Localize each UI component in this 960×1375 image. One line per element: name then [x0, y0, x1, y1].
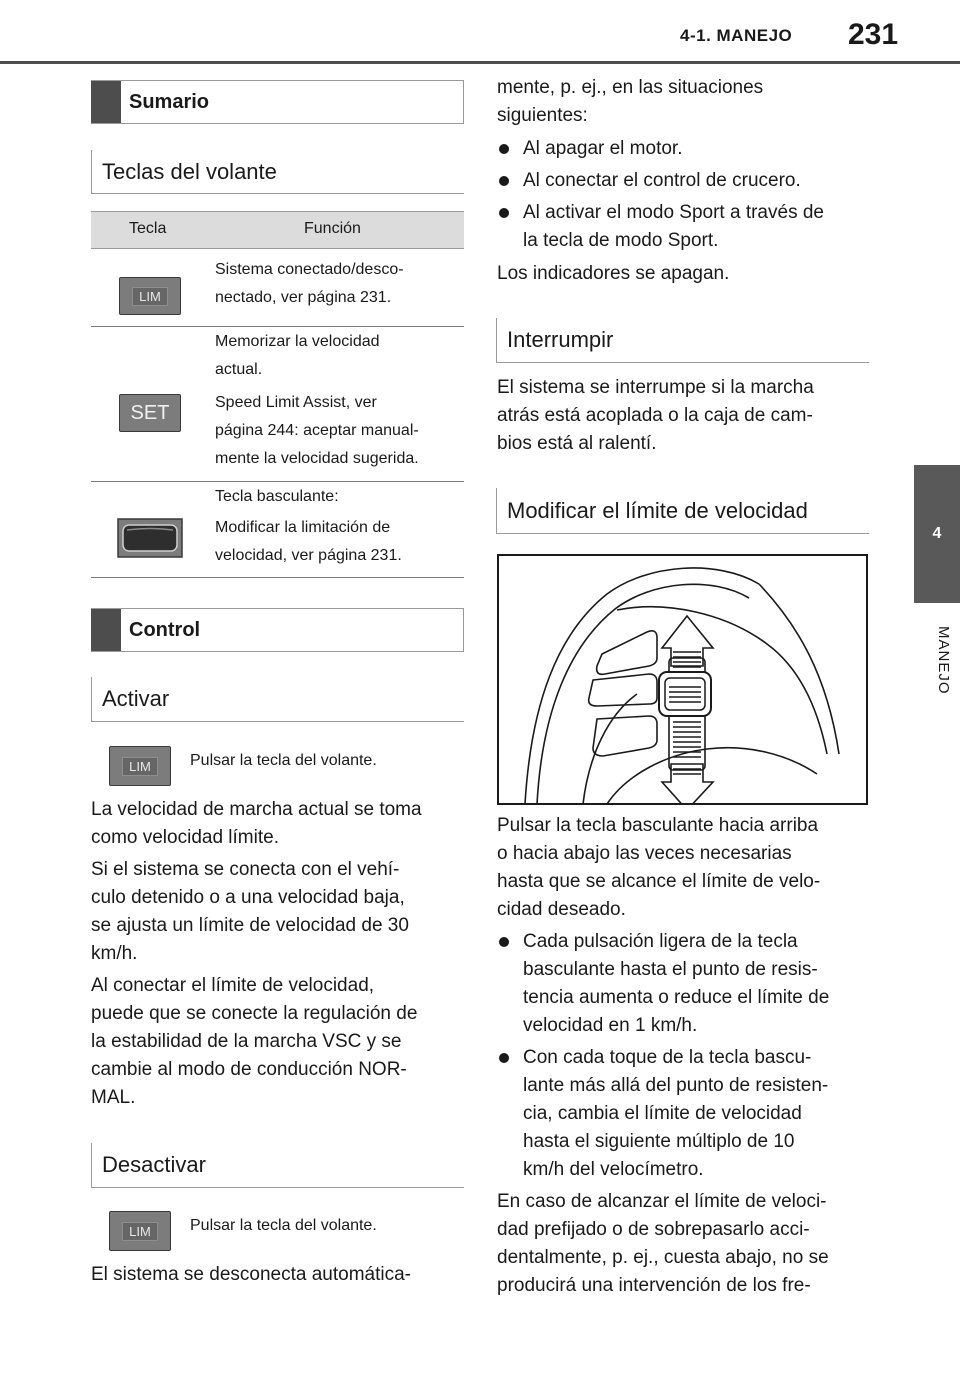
table-header	[91, 211, 464, 249]
modificar-line-3: hasta que se alcance el límite de velo-	[497, 871, 821, 892]
table-row-1-line-2: nectado, ver página 231.	[215, 289, 392, 306]
interrumpir-heading: Interrumpir	[496, 318, 869, 363]
desactivar-heading: Desactivar	[91, 1143, 464, 1188]
table-row-3-line-3: velocidad, ver página 231.	[215, 547, 402, 564]
header-divider	[0, 61, 960, 64]
activar-p2-line-3: se ajusta un límite de velocidad de 30	[91, 915, 409, 936]
page-number: 231	[848, 18, 899, 51]
table-row-2-line-1: Memorizar la velocidad	[215, 333, 380, 350]
final-line-2: dad prefijado o de sobrepasarlo acci-	[497, 1219, 810, 1240]
chapter-label: MANEJO	[935, 625, 952, 695]
heading-bar	[91, 609, 121, 651]
bullet-icon	[499, 1053, 509, 1063]
table-row-1-line-1: Sistema conectado/desco-	[215, 261, 404, 278]
bullet-icon	[499, 176, 509, 186]
final-line-3: dentalmente, p. ej., cuesta abajo, no se	[497, 1247, 829, 1268]
desactivar-key-text: Pulsar la tecla del volante.	[190, 1217, 377, 1234]
activar-p1-line-2: como velocidad límite.	[91, 827, 279, 848]
activar-p3-line-4: cambie al modo de conducción NOR-	[91, 1059, 407, 1080]
table-divider	[91, 481, 464, 482]
activar-p3-line-2: puede que se conecte la regulación de	[91, 1003, 418, 1024]
lim-key-icon: LIM	[109, 746, 171, 786]
steering-wheel-rocker-illustration	[497, 554, 868, 805]
activar-p2-line-1: Si el sistema se conecta con el vehí-	[91, 859, 400, 880]
interrumpir-line-1: El sistema se interrumpe si la marcha	[497, 377, 814, 398]
interrumpir-line-2: atrás está acoplada o la caja de cam-	[497, 405, 813, 426]
control-title: Control	[129, 618, 201, 641]
activar-heading: Activar	[91, 677, 464, 722]
table-divider	[91, 326, 464, 327]
chapter-tab: 4	[914, 465, 960, 603]
desactivar-paragraph: El sistema se desconecta automática-	[91, 1264, 411, 1285]
activar-key-text: Pulsar la tecla del volante.	[190, 752, 377, 769]
sumario-heading	[91, 80, 464, 124]
activar-p2-line-2: culo detenido o a una velocidad baja,	[91, 887, 405, 908]
set-key-icon: SET	[119, 394, 181, 432]
activar-p3-line-5: MAL.	[91, 1087, 136, 1108]
interrumpir-line-3: bios está al ralentí.	[497, 433, 657, 454]
section-title: 4-1. MANEJO	[680, 26, 793, 45]
intro-line-2: siguientes:	[497, 105, 588, 126]
list-item: Al activar el modo Sport a través de la tecla de modo Sport.	[497, 199, 824, 255]
heading-bar	[91, 81, 121, 123]
final-line-4: producirá una intervención de los fre-	[497, 1275, 811, 1296]
col-function-header: Función	[304, 220, 361, 237]
after-bullets-text: Los indicadores se apagan.	[497, 263, 730, 284]
bullet-icon	[499, 144, 509, 154]
rocker-switch-icon	[117, 518, 183, 558]
list-item: Al conectar el control de crucero.	[497, 167, 801, 195]
col-key-header: Tecla	[129, 220, 167, 237]
activar-p2-line-4: km/h.	[91, 943, 138, 964]
modificar-heading: Modificar el límite de velocidad	[496, 488, 869, 534]
list-item: Al apagar el motor.	[497, 135, 682, 163]
list-item: Con cada toque de la tecla bascu- lante más allá del punto de resisten- cia, cambia el límite de velocidad hasta el siguiente múltiplo de 10 km/h del velocímetro.	[497, 1044, 828, 1184]
modificar-line-2: o hacia abajo las veces necesarias	[497, 843, 792, 864]
table-row-2-line-3: Speed Limit Assist, ver	[215, 394, 377, 411]
table-row-2-line-4: página 244: aceptar manual-	[215, 422, 419, 439]
table-divider	[91, 577, 464, 578]
lim-key-icon: LIM	[109, 1211, 171, 1251]
sumario-title: Sumario	[129, 90, 210, 113]
activar-p3-line-3: la estabilidad de la marcha VSC y se	[91, 1031, 402, 1052]
activar-p1-line-1: La velocidad de marcha actual se toma	[91, 799, 422, 820]
table-row-3-line-1: Tecla basculante:	[215, 488, 339, 505]
bullet-icon	[499, 208, 509, 218]
bullet-icon	[499, 937, 509, 947]
modificar-line-1: Pulsar la tecla basculante hacia arriba	[497, 815, 819, 836]
list-item: Cada pulsación ligera de la tecla basculante hasta el punto de resis- tencia aumenta o reduce el límite de velocidad en 1 km/h.	[497, 928, 829, 1040]
modificar-line-4: cidad deseado.	[497, 899, 626, 920]
activar-p3-line-1: Al conectar el límite de velocidad,	[91, 975, 375, 996]
intro-line-1: mente, p. ej., en las situaciones	[497, 77, 764, 98]
lim-key-icon: LIM	[119, 277, 181, 315]
table-row-2-line-5: mente la velocidad sugerida.	[215, 450, 419, 467]
final-line-1: En caso de alcanzar el límite de veloci-	[497, 1191, 827, 1212]
teclas-heading: Teclas del volante	[91, 150, 464, 194]
table-row-3-line-2: Modificar la limitación de	[215, 519, 391, 536]
table-row-2-line-2: actual.	[215, 361, 263, 378]
control-heading	[91, 608, 464, 652]
